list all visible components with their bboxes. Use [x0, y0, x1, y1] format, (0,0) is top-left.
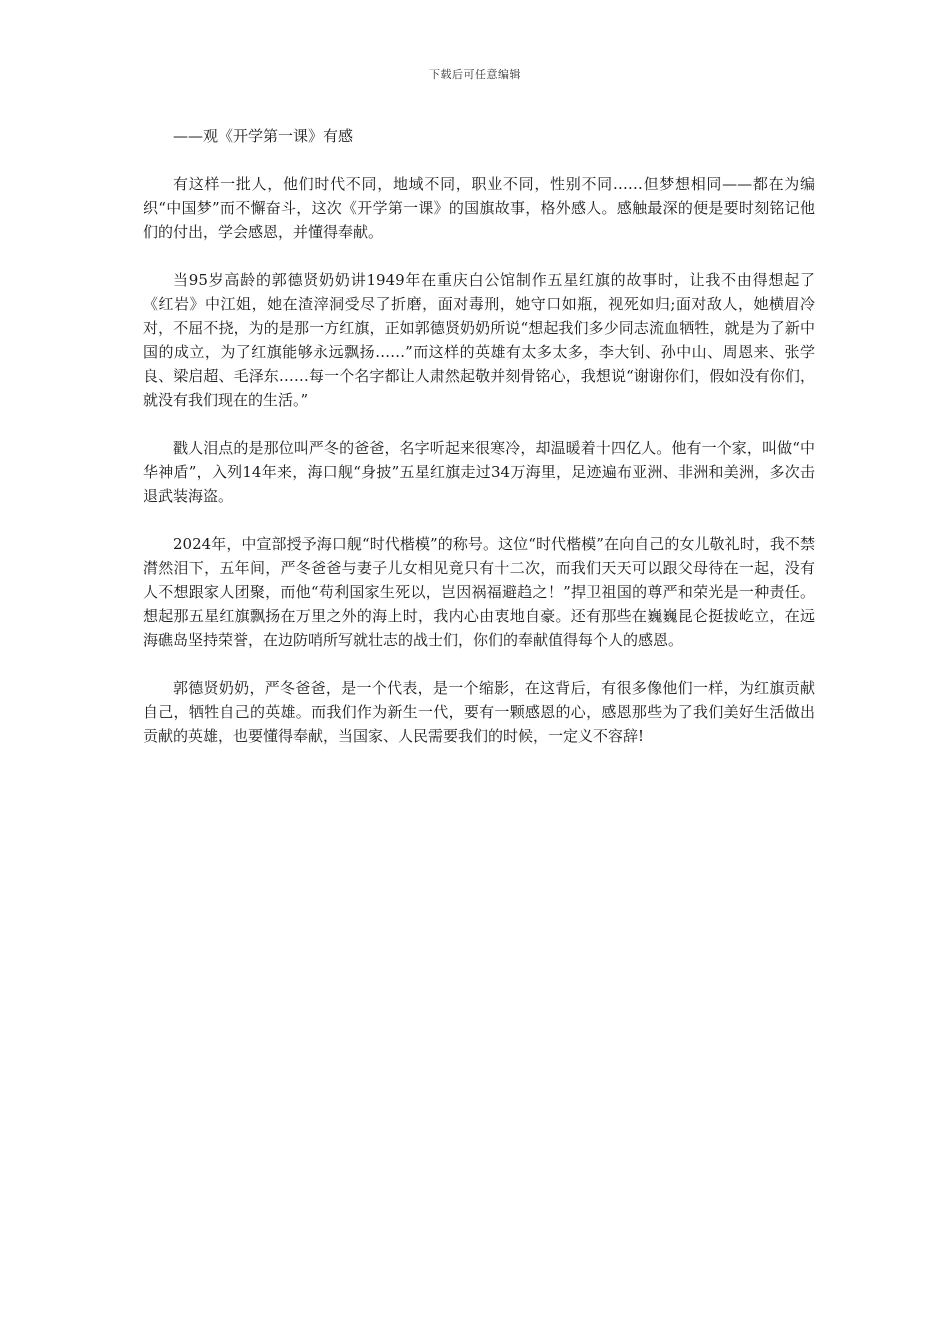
paragraph-1: 有这样一批人，他们时代不同，地域不同，职业不同，性别不同……但梦想相同——都在为编织“中国梦”而不懈奋斗，这次《开学第一课》的国旗故事，格外感人。感触最深的便是要时刻铭记他们的付出，学会感恩，并懂得奉献。 — [143, 175, 815, 241]
paragraph-5: 郭德贤奶奶，严冬爸爸，是一个代表，是一个缩影，在这背后，有很多像他们一样，为红旗贡献自己，牺牲自己的英雄。而我们作为新生一代，要有一颗感恩的心，感恩那些为了我们美好生活做出贡献的英雄，也要懂得奉献，当国家、人民需要我们的时候，一定义不容辞! — [143, 679, 815, 745]
header-note: 下载后可任意编辑 — [429, 68, 521, 81]
paragraph-2: 当95岁高龄的郭德贤奶奶讲1949年在重庆白公馆制作五星红旗的故事时，让我不由得想起了《红岩》中江姐，她在渣滓洞受尽了折磨，面对毒刑，她守口如瓶，视死如归;面对敌人，她横眉冷对，不屈不挠，为的是那一方红旗，正如郭德贤奶奶所说“想起我们多少同志流血牺牲，就是为了新中国的成立，为了红旗能够永远飘扬……”而这样的英雄有太多太多，李大钊、孙中山、周恩来、张学良、梁启超、毛泽东……每一个名字都让人肃然起敬并刻骨铭心，我想说“谢谢你们，假如没有你们，就没有我们现在的生活。” — [143, 271, 815, 409]
paragraph-4: 2024年，中宣部授予海口舰“时代楷模”的称号。这位“时代楷模”在向自己的女儿敬礼时，我不禁潸然泪下，五年间，严冬爸爸与妻子儿女相见竟只有十二次，而我们天天可以跟父母待在一起，没有人不想跟家人团聚，而他“苟利国家生死以，岂因祸福避趋之！”捍卫祖国的尊严和荣光是一种责任。想起那五星红旗飘扬在万里之外的海上时，我内心由衷地自豪。还有那些在巍巍昆仑挺拔屹立，在远海礁岛坚持荣誉，在边防哨所写就壮志的战士们，你们的奉献值得每个人的感恩。 — [143, 535, 815, 649]
paragraph-3: 戳人泪点的是那位叫严冬的爸爸，名字听起来很寒冷，却温暖着十四亿人。他有一个家，叫做“中华神盾”，入列14年来，海口舰“身披”五星红旗走过34万海里，足迹遍布亚洲、非洲和美洲，多次击退武装海盗。 — [143, 439, 815, 505]
document-subtitle: ——观《开学第一课》有感 — [173, 127, 354, 145]
document-body — [143, 124, 815, 772]
